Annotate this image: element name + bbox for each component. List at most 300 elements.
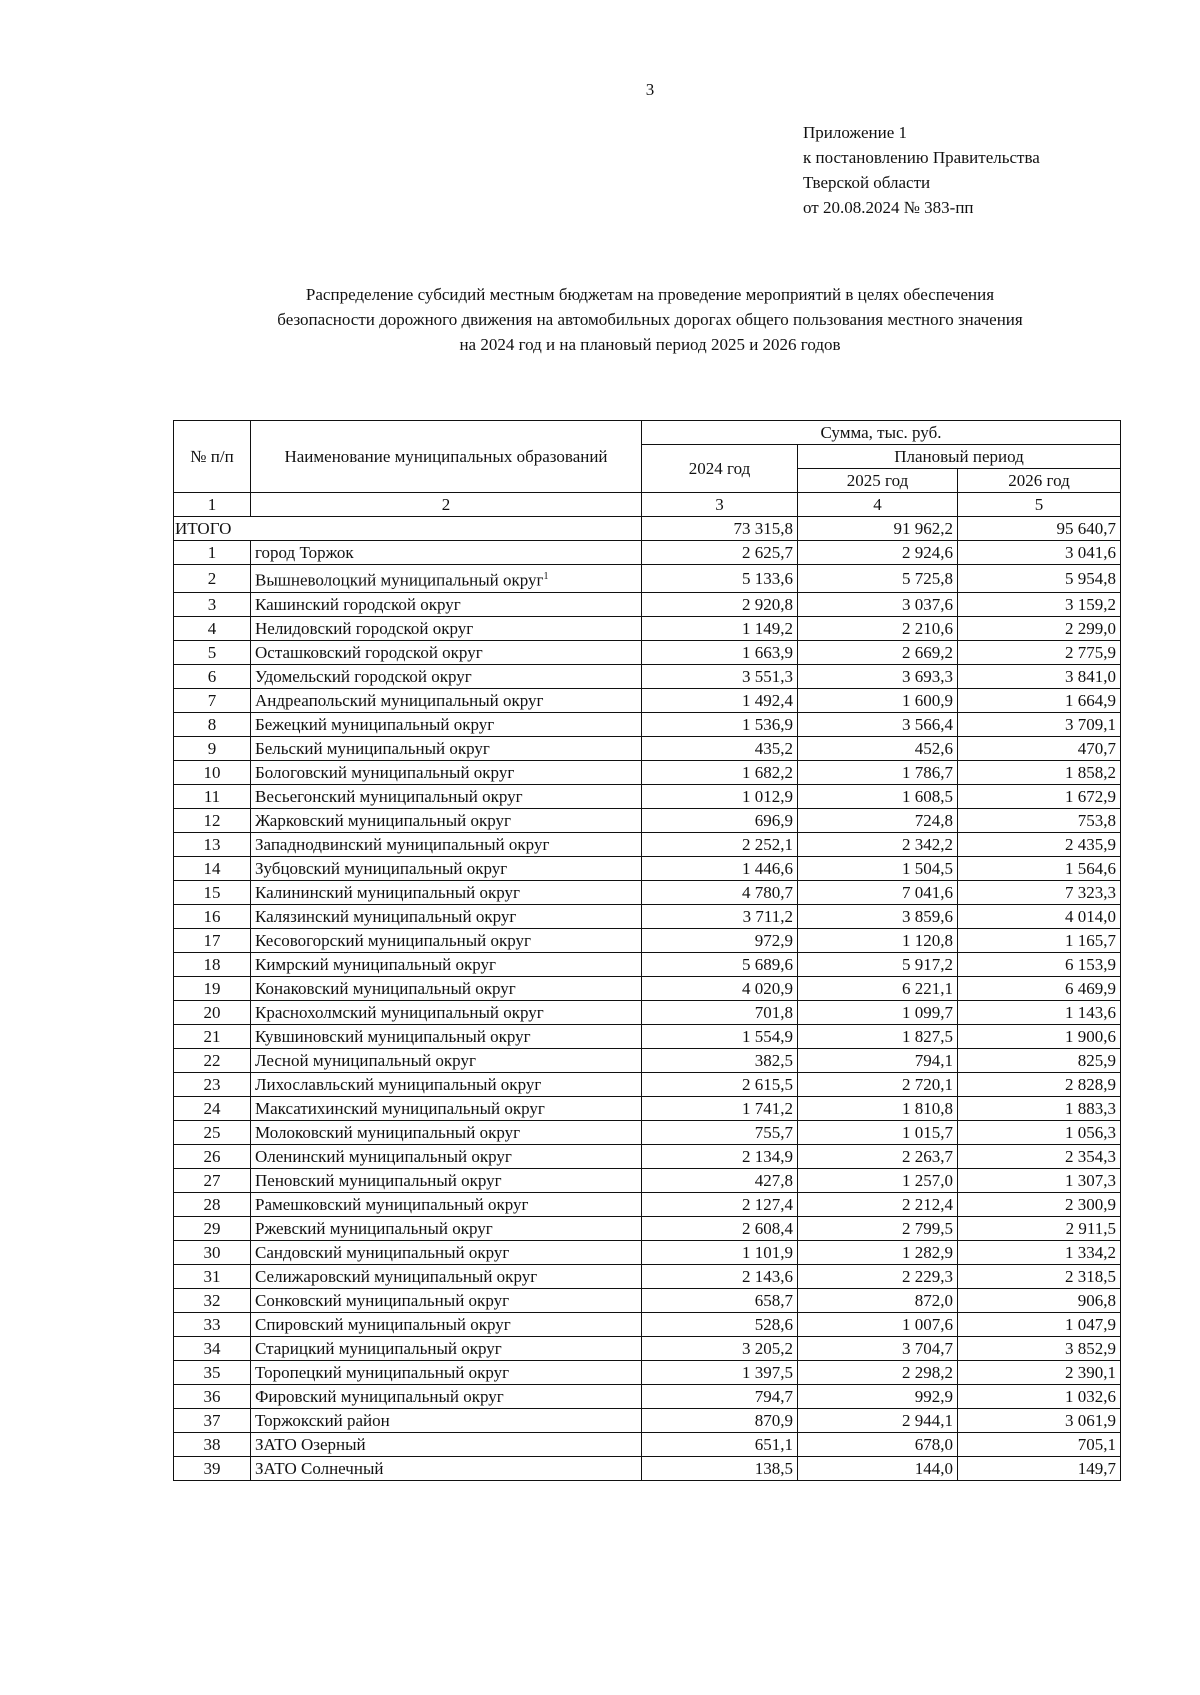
municipality-name-text: Лихославльский муниципальный округ (255, 1074, 542, 1094)
row-number (174, 1025, 251, 1049)
appendix-line: к постановлению Правительства (803, 148, 1040, 167)
municipality-name (251, 617, 642, 641)
row-number-text: 38 (203, 1434, 221, 1454)
amount-2024-text: 1 149,2 (742, 618, 793, 638)
amount-2025 (798, 1217, 958, 1241)
amount-2026-text: 4 014,0 (1065, 906, 1116, 926)
table-row (174, 881, 1121, 905)
row-number-text: 13 (203, 834, 221, 854)
table-row (174, 1361, 1121, 1385)
amount-2026-text: 1 165,7 (1065, 930, 1116, 950)
amount-2024 (642, 1265, 798, 1289)
municipality-name-text: Бельский муниципальный округ (255, 738, 490, 758)
amount-2025-text: 2 298,2 (902, 1362, 953, 1382)
appendix-line: Тверской области (803, 173, 931, 192)
amount-2026 (958, 833, 1121, 857)
municipality-name (251, 1313, 642, 1337)
row-number (174, 953, 251, 977)
amount-2024 (642, 617, 798, 641)
amount-2025 (798, 641, 958, 665)
amount-2026-text: 3 159,2 (1065, 594, 1116, 614)
municipality-name (251, 1409, 642, 1433)
row-number (174, 541, 251, 565)
municipality-name-text: Старицкий муниципальный округ (255, 1338, 502, 1358)
row-number-text: 34 (203, 1338, 221, 1358)
amount-2026 (958, 1121, 1121, 1145)
amount-2025 (798, 761, 958, 785)
municipality-name (251, 953, 642, 977)
amount-2024 (642, 1193, 798, 1217)
amount-2026 (958, 1241, 1121, 1265)
municipality-name (251, 1097, 642, 1121)
amount-2026 (958, 1289, 1121, 1313)
total-2026: 95 640,7 (958, 517, 1121, 541)
amount-2025-text: 724,8 (914, 810, 953, 830)
table-row (174, 1241, 1121, 1265)
row-number-text: 18 (203, 954, 221, 974)
row-number-text: 5 (207, 642, 217, 662)
row-number (174, 713, 251, 737)
amount-2026 (958, 1049, 1121, 1073)
municipality-name-text: Кесовогорский муниципальный округ (255, 930, 531, 950)
amount-2026-text: 1 564,6 (1065, 858, 1116, 878)
amount-2026 (958, 1409, 1121, 1433)
amount-2026 (958, 1337, 1121, 1361)
amount-2024 (642, 929, 798, 953)
amount-2026 (958, 713, 1121, 737)
amount-2026-text: 6 153,9 (1065, 954, 1116, 974)
amount-2024 (642, 1457, 798, 1481)
amount-2024 (642, 1001, 798, 1025)
municipality-name-text: Вышневолоцкий муниципальный округ (255, 570, 544, 590)
amount-2025-text: 3 037,6 (902, 594, 953, 614)
amount-2024 (642, 1097, 798, 1121)
municipality-name-text: Пеновский муниципальный округ (255, 1170, 502, 1190)
amount-2025-text: 1 015,7 (902, 1122, 953, 1142)
amount-2025 (798, 1337, 958, 1361)
row-number (174, 617, 251, 641)
title-line: безопасности дорожного движения на автомобильных дорогах общего пользования местного значения (277, 310, 1023, 329)
table-row (174, 1265, 1121, 1289)
amount-2024 (642, 689, 798, 713)
amount-2024-text: 528,6 (754, 1314, 793, 1334)
amount-2026-text: 3 852,9 (1065, 1338, 1116, 1358)
amount-2025 (798, 1433, 958, 1457)
municipality-name (251, 833, 642, 857)
amount-2025-text: 2 669,2 (902, 642, 953, 662)
municipality-name-text: город Торжок (255, 542, 354, 562)
municipality-name-text: ЗАТО Солнечный (255, 1458, 384, 1478)
amount-2025-text: 3 693,3 (902, 666, 953, 686)
municipality-name-text: Краснохолмский муниципальный округ (255, 1002, 544, 1022)
amount-2024 (642, 1433, 798, 1457)
amount-2025-text: 872,0 (914, 1290, 953, 1310)
col-number: 2 (251, 493, 642, 517)
amount-2024-text: 1 012,9 (742, 786, 793, 806)
title-line: Распределение субсидий местным бюджетам на проведение мероприятий в целях обеспечения (305, 285, 995, 304)
amount-2024 (642, 953, 798, 977)
amount-2025-text: 1 504,5 (902, 858, 953, 878)
table-row (174, 593, 1121, 617)
row-number-text: 32 (203, 1290, 221, 1310)
row-number-text: 12 (203, 810, 221, 830)
amount-2025-text: 2 263,7 (902, 1146, 953, 1166)
row-number-text: 20 (203, 1002, 221, 1022)
amount-2025-text: 1 600,9 (902, 690, 953, 710)
amount-2025 (798, 1169, 958, 1193)
amount-2024-text: 794,7 (754, 1386, 793, 1406)
amount-2025 (798, 1193, 958, 1217)
table-row (174, 1193, 1121, 1217)
table-row (174, 1313, 1121, 1337)
col-number: 1 (174, 493, 251, 517)
municipality-name-text: Рамешковский муниципальный округ (255, 1194, 529, 1214)
table-row (174, 1049, 1121, 1073)
amount-2025-text: 1 786,7 (902, 762, 953, 782)
table-row (174, 905, 1121, 929)
amount-2025-text: 2 342,2 (902, 834, 953, 854)
amount-2024-text: 1 397,5 (742, 1362, 793, 1382)
amount-2024 (642, 809, 798, 833)
row-number (174, 929, 251, 953)
table-row (174, 1409, 1121, 1433)
header-2025: 2025 год (798, 469, 958, 493)
amount-2025 (798, 929, 958, 953)
table-row (174, 617, 1121, 641)
row-number (174, 881, 251, 905)
amount-2024-text: 2 134,9 (742, 1146, 793, 1166)
amount-2024-text: 138,5 (754, 1458, 793, 1478)
row-number (174, 1169, 251, 1193)
amount-2024-text: 1 682,2 (742, 762, 793, 782)
amount-2024-text: 4 020,9 (742, 978, 793, 998)
row-number-text: 27 (203, 1170, 221, 1190)
row-number-text: 14 (203, 858, 221, 878)
amount-2026-text: 1 334,2 (1065, 1242, 1116, 1262)
row-number (174, 1001, 251, 1025)
amount-2026 (958, 1193, 1121, 1217)
municipality-name-text: Кимрский муниципальный округ (255, 954, 496, 974)
row-number (174, 1097, 251, 1121)
amount-2025-text: 5 917,2 (902, 954, 953, 974)
municipality-name-text: Кашинский городской округ (255, 594, 461, 614)
amount-2025 (798, 833, 958, 857)
municipality-name (251, 1025, 642, 1049)
footnote-mark: 1 (543, 570, 549, 582)
municipality-name (251, 1169, 642, 1193)
amount-2024-text: 5 689,6 (742, 954, 793, 974)
municipality-name-text: Торжокский район (255, 1410, 390, 1430)
col-number: 3 (642, 493, 798, 517)
municipality-name (251, 689, 642, 713)
amount-2026-text: 1 143,6 (1065, 1002, 1116, 1022)
municipality-name-text: Сандовский муниципальный округ (255, 1242, 510, 1262)
amount-2025 (798, 1073, 958, 1097)
amount-2024 (642, 1025, 798, 1049)
amount-2026 (958, 1097, 1121, 1121)
row-number (174, 1361, 251, 1385)
municipality-name (251, 1361, 642, 1385)
table-row (174, 689, 1121, 713)
municipality-name (251, 809, 642, 833)
municipality-name-text: Весьегонский муниципальный округ (255, 786, 523, 806)
amount-2026-text: 6 469,9 (1065, 978, 1116, 998)
amount-2026 (958, 1361, 1121, 1385)
municipality-name-text: Фировский муниципальный округ (255, 1386, 504, 1406)
amount-2025-text: 1 827,5 (902, 1026, 953, 1046)
municipality-name (251, 1073, 642, 1097)
amount-2026-text: 2 390,1 (1065, 1362, 1116, 1382)
amount-2024-text: 1 741,2 (742, 1098, 793, 1118)
document-title (150, 282, 1150, 357)
row-number-text: 10 (203, 762, 221, 782)
amount-2025 (798, 617, 958, 641)
municipality-name-text: Кувшиновский муниципальный округ (255, 1026, 531, 1046)
amount-2025 (798, 1385, 958, 1409)
table-row (174, 565, 1121, 593)
amount-2024 (642, 713, 798, 737)
total-label: ИТОГО (174, 517, 642, 541)
amount-2026 (958, 1001, 1121, 1025)
amount-2026-text: 5 954,8 (1065, 568, 1116, 588)
header-num: № п/п (174, 421, 251, 493)
amount-2026 (958, 785, 1121, 809)
amount-2026 (958, 809, 1121, 833)
amount-2025 (798, 737, 958, 761)
table-row (174, 737, 1121, 761)
table-row (174, 1001, 1121, 1025)
appendix-block (803, 120, 1040, 220)
municipality-name-text: Лесной муниципальный округ (255, 1050, 476, 1070)
amount-2025-text: 3 859,6 (902, 906, 953, 926)
row-number (174, 1265, 251, 1289)
amount-2026 (958, 953, 1121, 977)
amount-2024 (642, 1337, 798, 1361)
amount-2024 (642, 1145, 798, 1169)
row-number-text: 22 (203, 1050, 221, 1070)
municipality-name-text: Молоковский муниципальный округ (255, 1122, 521, 1142)
table-row (174, 1145, 1121, 1169)
amount-2024-text: 1 101,9 (742, 1242, 793, 1262)
amount-2024-text: 2 252,1 (742, 834, 793, 854)
amount-2024-text: 5 133,6 (742, 568, 793, 588)
municipality-name (251, 1265, 642, 1289)
amount-2024-text: 870,9 (754, 1410, 793, 1430)
amount-2024 (642, 1361, 798, 1385)
municipality-name (251, 1457, 642, 1481)
municipality-name-text: Западнодвинский муниципальный округ (255, 834, 550, 854)
table-row (174, 1025, 1121, 1049)
row-number-text: 35 (203, 1362, 221, 1382)
amount-2024 (642, 1073, 798, 1097)
amount-2026-text: 1 032,6 (1065, 1386, 1116, 1406)
amount-2026-text: 825,9 (1077, 1050, 1116, 1070)
header-2026: 2026 год (958, 469, 1121, 493)
amount-2025-text: 1 810,8 (902, 1098, 953, 1118)
amount-2025 (798, 1361, 958, 1385)
amount-2026-text: 7 323,3 (1065, 882, 1116, 902)
amount-2025 (798, 1289, 958, 1313)
row-number-text: 9 (207, 738, 217, 758)
municipality-name-text: Зубцовский муниципальный округ (255, 858, 508, 878)
municipality-name (251, 1385, 642, 1409)
amount-2025-text: 3 704,7 (902, 1338, 953, 1358)
table-row (174, 641, 1121, 665)
row-number-text: 28 (203, 1194, 221, 1214)
amount-2026-text: 1 883,3 (1065, 1098, 1116, 1118)
row-number-text: 15 (203, 882, 221, 902)
amount-2026 (958, 1457, 1121, 1481)
amount-2026 (958, 541, 1121, 565)
municipality-name-text: Оленинский муниципальный округ (255, 1146, 512, 1166)
amount-2026-text: 2 299,0 (1065, 618, 1116, 638)
amount-2024 (642, 1121, 798, 1145)
row-number-text: 11 (203, 786, 221, 806)
municipality-name-text: Калязинский муниципальный округ (255, 906, 517, 926)
amount-2026-text: 1 056,3 (1065, 1122, 1116, 1142)
amount-2024 (642, 1169, 798, 1193)
appendix-line: Приложение 1 (803, 123, 907, 142)
amount-2024-text: 1 536,9 (742, 714, 793, 734)
amount-2026-text: 2 775,9 (1065, 642, 1116, 662)
municipality-name (251, 881, 642, 905)
row-number (174, 1121, 251, 1145)
col-number: 5 (958, 493, 1121, 517)
amount-2025 (798, 1409, 958, 1433)
amount-2024-text: 3 551,3 (742, 666, 793, 686)
table-row (174, 713, 1121, 737)
amount-2025-text: 1 120,8 (902, 930, 953, 950)
amount-2025-text: 1 099,7 (902, 1002, 953, 1022)
total-row (174, 517, 1121, 541)
row-number (174, 1145, 251, 1169)
amount-2025-text: 678,0 (914, 1434, 953, 1454)
row-number-text: 24 (203, 1098, 221, 1118)
amount-2026 (958, 1433, 1121, 1457)
amount-2026 (958, 665, 1121, 689)
row-number-text: 8 (207, 714, 217, 734)
amount-2026 (958, 689, 1121, 713)
table-row (174, 1289, 1121, 1313)
row-number (174, 665, 251, 689)
municipality-name (251, 785, 642, 809)
amount-2026-text: 2 911,5 (1065, 1218, 1116, 1238)
amount-2025-text: 2 924,6 (902, 542, 953, 562)
row-number (174, 1073, 251, 1097)
amount-2025-text: 2 229,3 (902, 1266, 953, 1286)
row-number (174, 1289, 251, 1313)
amount-2025 (798, 713, 958, 737)
amount-2024-text: 382,5 (754, 1050, 793, 1070)
municipality-name (251, 565, 642, 593)
amount-2025 (798, 1097, 958, 1121)
row-number (174, 785, 251, 809)
row-number (174, 737, 251, 761)
amount-2024 (642, 785, 798, 809)
title-line: на 2024 год и на плановый период 2025 и 2026 годов (459, 335, 841, 354)
amount-2026-text: 2 435,9 (1065, 834, 1116, 854)
table-row (174, 1073, 1121, 1097)
amount-2026 (958, 977, 1121, 1001)
amount-2025 (798, 905, 958, 929)
amount-2024 (642, 977, 798, 1001)
row-number (174, 1385, 251, 1409)
amount-2024-text: 755,7 (754, 1122, 793, 1142)
row-number (174, 689, 251, 713)
row-number-text: 2 (207, 568, 217, 588)
amount-2026-text: 753,8 (1077, 810, 1116, 830)
row-number-text: 19 (203, 978, 221, 998)
amount-2024-text: 435,2 (754, 738, 793, 758)
amount-2026-text: 2 354,3 (1065, 1146, 1116, 1166)
row-number (174, 593, 251, 617)
municipality-name-text: Селижаровский муниципальный округ (255, 1266, 538, 1286)
table-row (174, 953, 1121, 977)
row-number (174, 1409, 251, 1433)
municipality-name-text: Жарковский муниципальный округ (255, 810, 511, 830)
row-number (174, 833, 251, 857)
row-number-text: 3 (207, 594, 217, 614)
amount-2026 (958, 1145, 1121, 1169)
amount-2026-text: 1 307,3 (1065, 1170, 1116, 1190)
row-number (174, 905, 251, 929)
column-numbers-row (174, 493, 1121, 517)
row-number-text: 1 (207, 542, 217, 562)
amount-2024 (642, 593, 798, 617)
amount-2026-text: 3 041,6 (1065, 542, 1116, 562)
total-2024: 73 315,8 (642, 517, 798, 541)
amount-2026-text: 1 664,9 (1065, 690, 1116, 710)
row-number-text: 33 (203, 1314, 221, 1334)
amount-2026 (958, 1313, 1121, 1337)
amount-2026 (958, 1025, 1121, 1049)
row-number (174, 1193, 251, 1217)
amount-2024 (642, 1049, 798, 1073)
table-row (174, 665, 1121, 689)
municipality-name (251, 1049, 642, 1073)
amount-2026-text: 1 858,2 (1065, 762, 1116, 782)
amount-2026-text: 3 841,0 (1065, 666, 1116, 686)
amount-2025 (798, 1457, 958, 1481)
amount-2025 (798, 1049, 958, 1073)
amount-2024-text: 2 608,4 (742, 1218, 793, 1238)
table-row (174, 1433, 1121, 1457)
amount-2026-text: 2 828,9 (1065, 1074, 1116, 1094)
amount-2026-text: 1 672,9 (1065, 786, 1116, 806)
amount-2024 (642, 1289, 798, 1313)
municipality-name (251, 541, 642, 565)
amount-2026-text: 1 047,9 (1065, 1314, 1116, 1334)
col-number: 4 (798, 493, 958, 517)
municipality-name-text: Максатихинский муниципальный округ (255, 1098, 545, 1118)
amount-2026 (958, 1385, 1121, 1409)
table-row (174, 1337, 1121, 1361)
amount-2024-text: 696,9 (754, 810, 793, 830)
municipality-name (251, 929, 642, 953)
row-number-text: 31 (203, 1266, 221, 1286)
table-row (174, 833, 1121, 857)
row-number (174, 565, 251, 593)
municipality-name-text: Калининский муниципальный округ (255, 882, 520, 902)
table-row (174, 1457, 1121, 1481)
amount-2025 (798, 541, 958, 565)
amount-2024 (642, 665, 798, 689)
amount-2025-text: 1 257,0 (902, 1170, 953, 1190)
municipality-name (251, 1001, 642, 1025)
amount-2025-text: 144,0 (914, 1458, 953, 1478)
amount-2026 (958, 881, 1121, 905)
amount-2025 (798, 1313, 958, 1337)
